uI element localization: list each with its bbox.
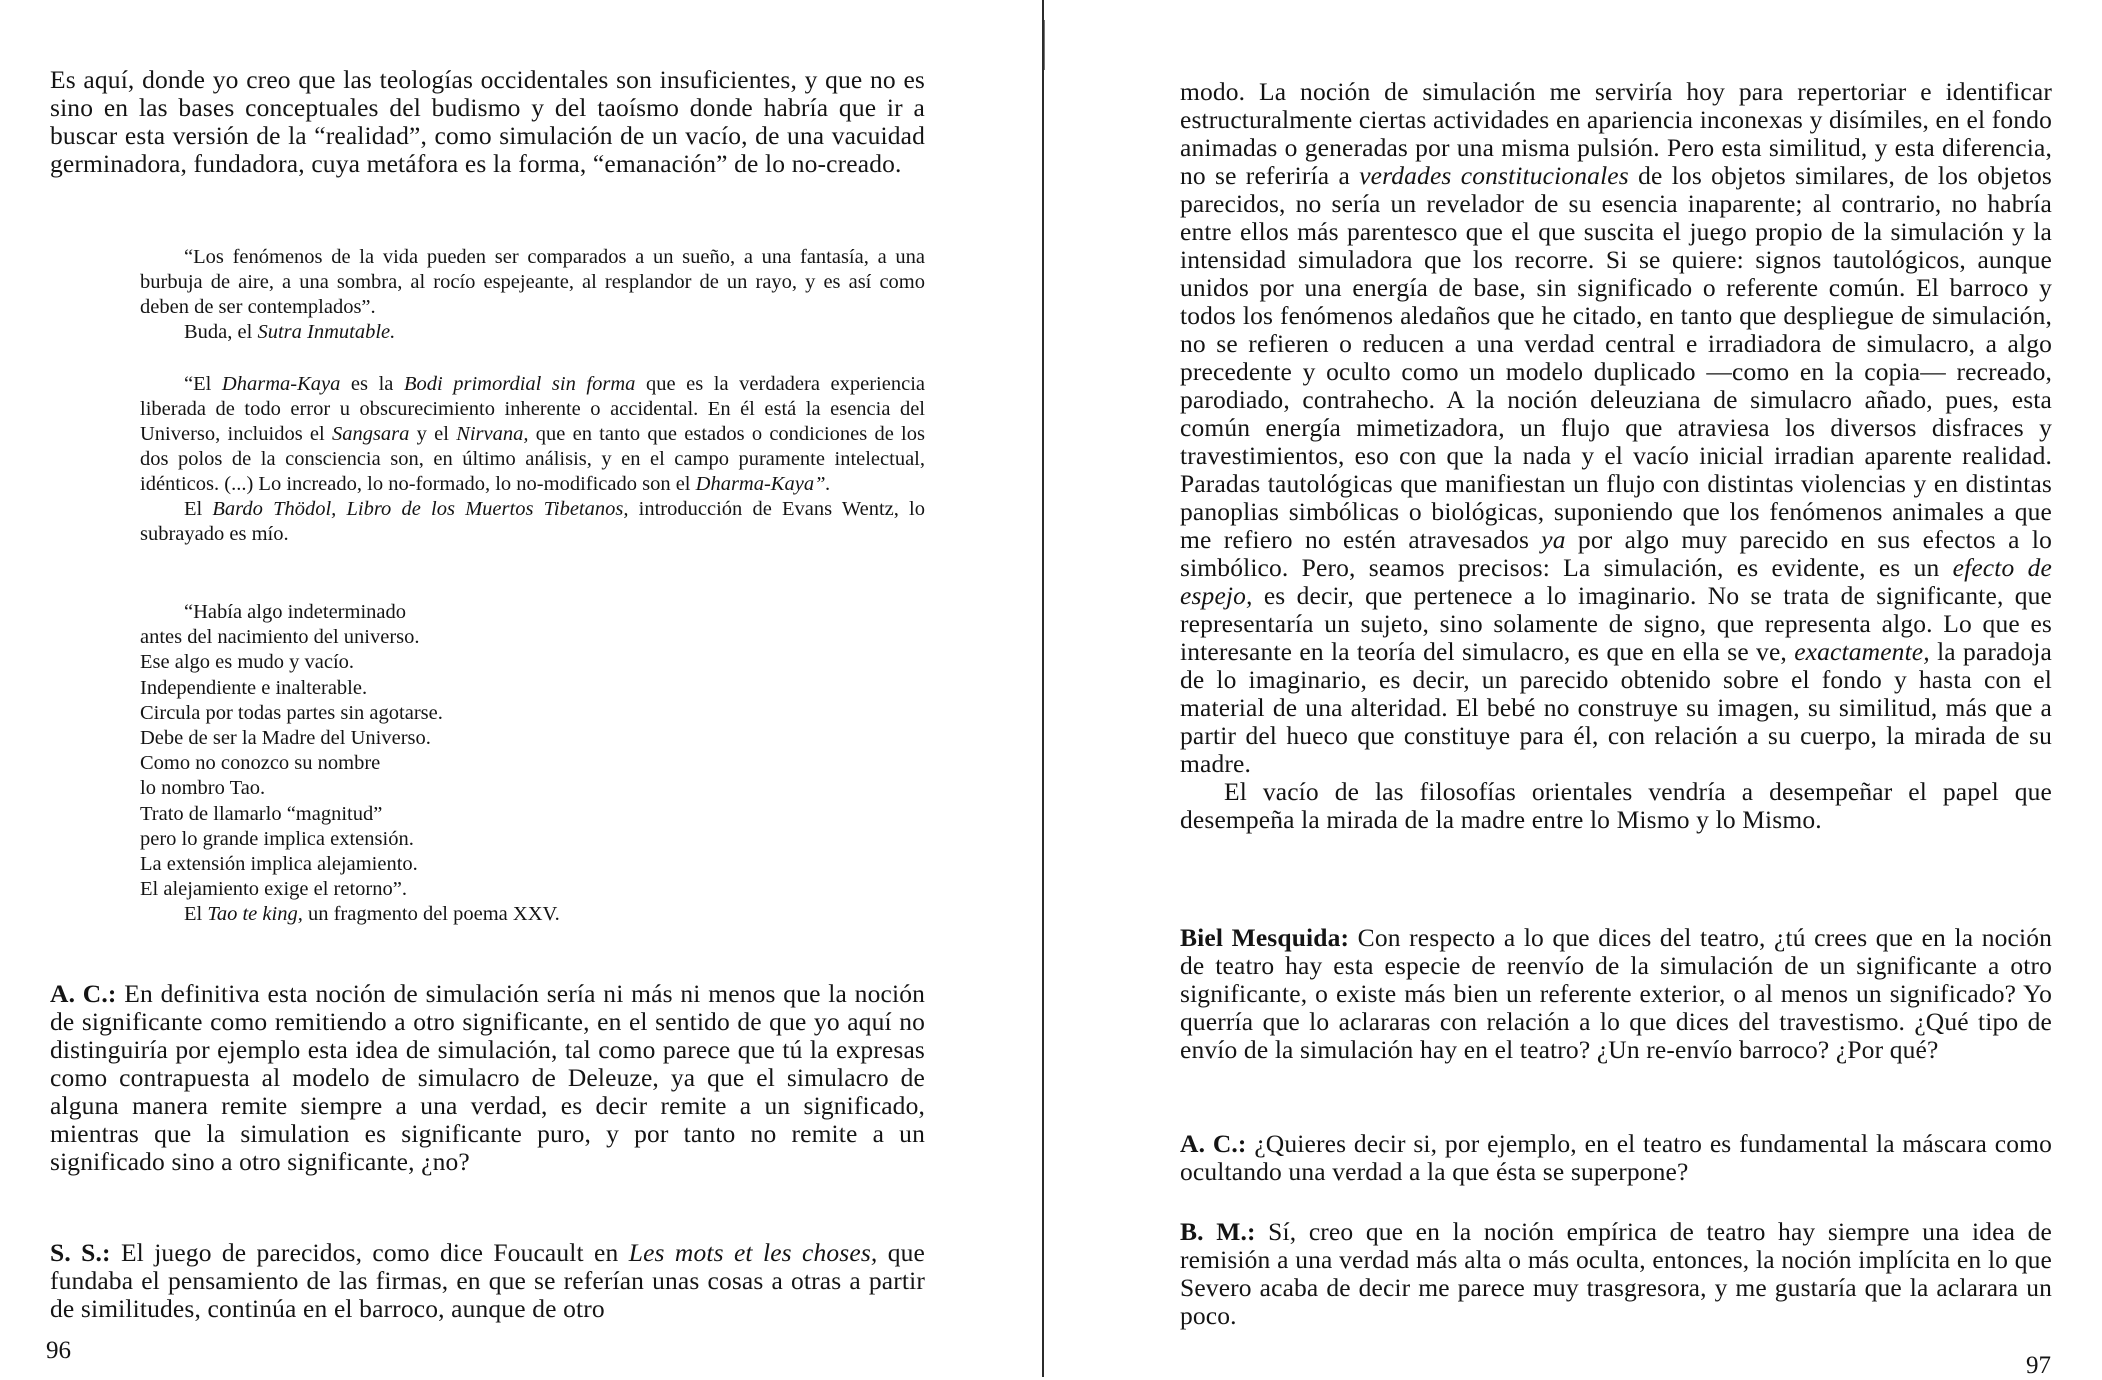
poem-line: Debe de ser la Madre del Universo. — [140, 727, 431, 750]
quote-bardo-attribution: El Bardo Thödol, Libro de los Muertos Tibetanos, introducción de Evans Wentz, lo subrayado es mío. — [140, 498, 925, 545]
void-paragraph: El vacío de las filosofías orientales vendría a desempeñar el papel que desempeña la mirada de la madre entre lo Mismo y lo Mismo. — [1180, 777, 2052, 834]
continued-text: modo. La noción de simulación me serviría hoy para repertoriar e identificar estructuralmente ciertas actividades en apariencia inconexas y disímiles, en el fondo animadas o generadas por una misma pulsión. Pero esta similitud, y esta diferencia, no se referiría a verdades constitucionales de los objetos similares, de los objetos parecidos, no sería un revelador de su esencia inaparente; al contrario, no habría entre ellos más parentesco que el que suscita el juego propio de la simulación y la intensidad simuladora que los recorre. Si se quiere: signos tautológicos, aunque unidos por una energía de base, sin significado o referente común. El barroco y todos los fenómenos aledaños que he citado, en tanto que despliegue de simulación, no se refieren o reducen a una verdad central e irradiadora de simulacro, a algo precedente y oculto como un modelo duplicado —como en la copia— recreado, parodiado, contrahecho. A la noción deleuziana de simulacro añado, pues, esta común energía mimetizadora, un flujo que atraviesa los diversos disfraces y travestimientos, eso con que la nada y el vacío inicial irradian aparente realidad. Paradas tautológicas que manifiestan un flujo con distintas violencias y en distintas panoplias simbólicas o biológicas, suponiendo que los fenómenos animales a que me refiero no estén atravesados ya por algo muy parecido en sus efectos a lo simbólico. Pero, seamos precisos: La simulación, es evidente, es un efecto de espejo, es decir, que pertenece a lo imaginario. No se trata de significante, que representaría un sujeto, sino solamente de signo, que representa algo. Lo que es interesante en la teoría del simulacro, es que en ella se ve, exactamente, la paradoja de lo imaginario, es decir, un parecido obtenido sobre el fondo y hasta con el material de una alteridad. El bebé no construye su imagen, su similitud, más que a partir del hueco que constituye para él, con relación a su cuerpo, la mirada de su madre. — [1180, 77, 2053, 778]
dialogue-bm2 — [1180, 1218, 2052, 1330]
quote-buddha — [140, 245, 925, 345]
dialogue-ac-text: A. C.: En definitiva esta noción de simulación sería ni más ni menos que la noción de significante como remitiendo a otro significante, en el sentido de que yo aquí no distinguiría por ejemplo esta idea de simulación, tal como parece que tú la expresas como contrapuesta al modelo de simulacro de Deleuze, ya que el simulacro de alguna manera remite siempre a una verdad, es decir remite a un significado, mientras que la simulation es significante puro, y por tanto no remite a un significado sino a otro significante, ¿no? — [50, 979, 925, 1176]
poem-line: “Había algo indeterminado — [184, 601, 406, 623]
speaker-bm: B. M.: — [1180, 1217, 1256, 1246]
dialogue-bm2-text: B. M.: Sí, creo que en la noción empírica de teatro hay siempre una idea de remisión a una verdad más alta o más oculta, entonces, la noción implícita en lo que Severo acaba de decir me parece muy trasgresora, y me gustaría que la aclarara un poco. — [1180, 1217, 2052, 1330]
poem-line: El alejamiento exige el retorno”. — [140, 878, 407, 901]
continued-paragraph — [1180, 78, 2052, 834]
poem-line: Ese algo es mudo y vacío. — [140, 651, 355, 674]
quote-buddha-text: “Los fenómenos de la vida pueden ser comparados a un sueño, a una fantasía, a una burbuja de aire, a una sombra, al rocío espejeante, al resplandor de un rayo, y es así como deben de ser contemplados”. — [140, 246, 925, 318]
intro-paragraph — [50, 66, 925, 178]
quote-bardo — [140, 372, 925, 547]
poem-line: La extensión implica alejamiento. — [140, 853, 418, 876]
speaker-ac: A. C.: — [50, 979, 117, 1008]
dialogue-bm1 — [1180, 924, 2052, 1064]
poem-line: lo nombro Tao. — [140, 777, 266, 800]
poem-line: Como no conozco su nombre — [140, 752, 381, 775]
quote-bardo-text: “El Dharma-Kaya es la Bodi primordial sin forma que es la verdadera experiencia liberada de todo error u obscurecimiento inherente o accidental. En él está la esencia del Universo, incluidos el Sangsara y el Nirvana, que en tanto que estados o condiciones de los dos polos de la consciencia son, en último análisis, y en el campo puramente intelectual, idénticos. (...) Lo increado, lo no-formado, lo no-modificado son el Dharma-Kaya”. — [140, 373, 925, 495]
poem-line: Trato de llamarlo “magnitud” — [140, 802, 383, 825]
quote-buddha-attribution: Buda, el Sutra Inmutable. — [184, 321, 396, 343]
poem-line: antes del nacimiento del universo. — [140, 626, 420, 649]
intro-text: Es aquí, donde yo creo que las teologías occidentales son insuficientes, y que no es sino en las bases conceptuales del budismo y del taoísmo donde habría que ir a buscar esta versión de la “realidad”, como simulación de un vacío, de una vacuidad germinadora, fundadora, cuya metáfora es la forma, “emanación” de lo no-creado. — [50, 65, 925, 178]
dialogue-bm1-text: Biel Mesquida: Con respecto a lo que dices del teatro, ¿tú crees que en la noción de teatro hay esta especie de reenvío de la simulación de un significante a otro significante, o existe más bien un referente exterior, o al menos un significado? Yo querría que lo aclararas con relación a lo que dices del travestismo. ¿Qué tipo de envío de la simulación hay en el teatro? ¿Un re-envío barroco? ¿Por qué? — [1180, 923, 2053, 1064]
book-gutter — [1042, 0, 1044, 1377]
speaker-biel-mesquida: Biel Mesquida: — [1180, 923, 1350, 952]
poem-tao — [140, 600, 925, 928]
poem-lines — [140, 600, 925, 902]
left-page — [0, 0, 1045, 1377]
dialogue-ss-text: S. S.: El juego de parecidos, como dice Foucault en Les mots et les choses, que fundaba el pensamiento de las firmas, en que se referían unas cosas a otras a partir de similitudes, continúa en el barroco, aunque de otro — [50, 1238, 925, 1323]
poem-attribution: El Tao te king, un fragmento del poema XXV. — [184, 903, 560, 926]
dialogue-ac2 — [1180, 1130, 2052, 1186]
speaker-ss: S. S.: — [50, 1238, 111, 1267]
dialogue-ac2-text: A. C.: ¿Quieres decir si, por ejemplo, en el teatro es fundamental la máscara como ocultando una verdad a la que ésta se superpone? — [1180, 1129, 2052, 1186]
poem-line: Independiente e inalterable. — [140, 676, 368, 699]
right-page — [1045, 0, 2102, 1377]
page-number-left: 96 — [46, 1337, 71, 1364]
page-number-right: 97 — [2026, 1352, 2051, 1379]
dialogue-ss — [50, 1239, 925, 1323]
poem-line: Circula por todas partes sin agotarse. — [140, 701, 443, 724]
speaker-ac: A. C.: — [1180, 1129, 1247, 1158]
dialogue-ac — [50, 980, 925, 1176]
poem-line: pero lo grande implica extensión. — [140, 827, 414, 850]
